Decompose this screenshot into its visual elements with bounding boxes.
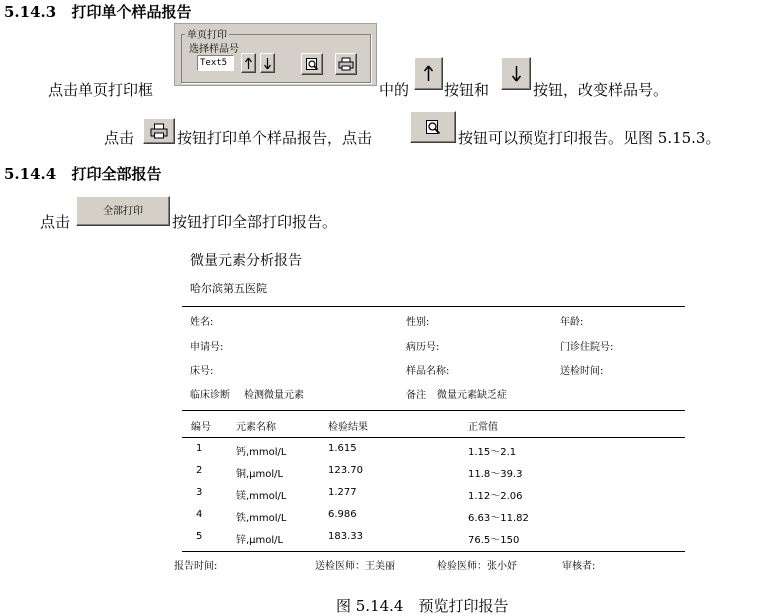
print-all-button[interactable]: 全部打印 — [76, 196, 170, 226]
para2-text-b: 按钮打印单个样品报告，点击 — [177, 129, 373, 147]
cell-result: 6.986 — [328, 509, 357, 520]
section-heading-5-14-4 — [4, 163, 161, 184]
info-diagnosis-label: 临床诊断 — [190, 390, 230, 401]
printer-icon — [150, 123, 168, 139]
section-title: 打印全部报告 — [71, 165, 162, 183]
cell-normal: 11.8～39.3 — [468, 469, 523, 480]
cell-result: 1.277 — [328, 487, 357, 498]
table-top-rule — [182, 410, 685, 411]
cell-no: 5 — [196, 531, 203, 542]
info-send-time-label: 送检时间: — [560, 366, 604, 377]
para1-text-c: 按钮和 — [444, 81, 490, 99]
table-bottom-rule — [182, 551, 685, 552]
para2-text-a: 点击 — [104, 129, 135, 147]
cell-element: 钙,mmol/L — [236, 447, 287, 458]
print-preview-icon — [305, 57, 319, 71]
para3-text-a: 点击 — [40, 213, 71, 231]
cell-no: 4 — [196, 509, 203, 520]
panel-preview-button[interactable] — [301, 53, 323, 75]
preview-button[interactable] — [410, 111, 456, 143]
info-sample-label: 样品名称: — [406, 366, 450, 377]
cell-normal: 1.12～2.06 — [468, 491, 523, 502]
cell-normal: 6.63～11.82 — [468, 513, 529, 524]
info-clinic-label: 门诊住院号: — [560, 342, 614, 353]
footer-report-time: 报告时间: — [174, 561, 218, 572]
info-note-label: 备注 — [406, 390, 426, 401]
section-number: 5.14.3 — [4, 3, 57, 21]
cell-element: 铜,μmol/L — [236, 469, 284, 480]
info-age-label: 年龄: — [560, 317, 584, 328]
section-title: 打印单个样品报告 — [71, 3, 192, 21]
info-gender-label: 性别: — [406, 317, 430, 328]
cell-normal: 76.5～150 — [468, 535, 520, 546]
info-name-label: 姓名: — [190, 317, 214, 328]
report-top-rule — [182, 306, 685, 307]
arrow-up-icon — [244, 57, 253, 70]
single-page-print-panel — [174, 23, 377, 86]
panel-down-button[interactable] — [260, 53, 275, 73]
panel-print-button[interactable] — [335, 53, 357, 75]
col-header-result: 检验结果 — [328, 422, 368, 433]
info-note-value: 微量元素缺乏症 — [437, 390, 507, 401]
printer-icon — [338, 57, 354, 71]
cell-element: 锌,μmol/L — [236, 535, 284, 546]
cell-no: 2 — [196, 465, 203, 476]
footer-check-doctor: 检验医师：张小妤 — [437, 561, 517, 572]
cell-result: 183.33 — [328, 531, 363, 542]
down-arrow-button[interactable] — [501, 57, 531, 90]
sample-number-textbox[interactable]: Text5 — [197, 55, 234, 71]
panel-up-button[interactable] — [241, 53, 256, 73]
select-sample-label: 选择样品号 — [189, 44, 239, 55]
footer-reviewer: 审核者: — [562, 561, 596, 572]
print-preview-icon — [425, 119, 441, 135]
arrow-down-icon — [511, 65, 522, 82]
para1-text-d: 按钮，改变样品号。 — [533, 81, 669, 99]
arrow-down-icon — [263, 57, 272, 70]
report-hospital: 哈尔滨第五医院 — [190, 282, 267, 295]
print-button[interactable] — [143, 118, 175, 144]
cell-result: 123.70 — [328, 465, 363, 476]
col-header-normal: 正常值 — [468, 422, 498, 433]
figure-caption: 图 5.14.4 预览打印报告 — [336, 597, 509, 615]
cell-element: 铁,mmol/L — [236, 513, 287, 524]
info-apply-label: 申请号: — [190, 342, 224, 353]
panel-legend: 单页打印 — [185, 26, 229, 41]
para2-text-c: 按钮可以预览打印报告。见图 5.15.3。 — [458, 129, 721, 147]
cell-result: 1.615 — [328, 443, 357, 454]
para1-text-a: 点击单页打印框 — [48, 81, 154, 99]
para1-text-b: 中的 — [379, 81, 410, 99]
cell-element: 镁,mmol/L — [236, 491, 287, 502]
info-record-label: 病历号: — [406, 342, 440, 353]
report-title: 微量元素分析报告 — [190, 253, 302, 269]
cell-no: 3 — [196, 487, 203, 498]
section-heading-5-14-3 — [4, 1, 191, 22]
info-bed-label: 床号: — [190, 366, 214, 377]
col-header-no: 编号 — [191, 422, 211, 433]
cell-normal: 1.15～2.1 — [468, 447, 517, 458]
col-header-element: 元素名称 — [236, 422, 276, 433]
para3-text-b: 按钮打印全部打印报告。 — [172, 213, 338, 231]
section-number: 5.14.4 — [4, 165, 57, 183]
arrow-up-icon — [423, 65, 434, 82]
up-arrow-button[interactable] — [414, 57, 443, 90]
header-bottom-rule — [182, 437, 685, 438]
cell-no: 1 — [196, 443, 203, 454]
footer-send-doctor: 送检医师：王美丽 — [315, 561, 395, 572]
info-diagnosis-value: 检测微量元素 — [244, 390, 304, 401]
